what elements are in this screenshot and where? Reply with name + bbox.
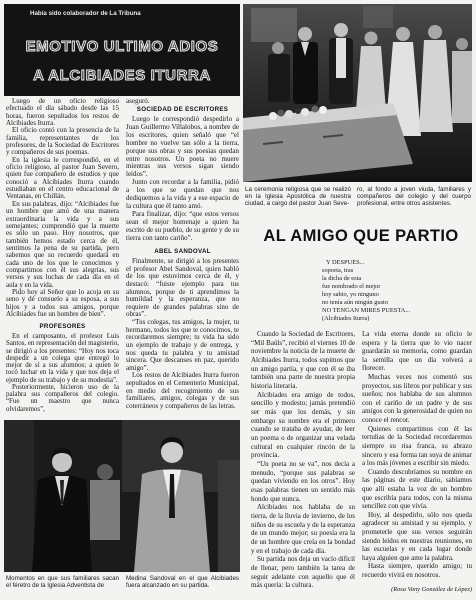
right-article-headline: AL AMIGO QUE PARTIO xyxy=(263,227,459,245)
poem-line: fue nombrado el mejor xyxy=(322,283,381,290)
paragraph: La vida eterna donde su oficio le espera y la tierra que lo vio nacer guardarán su memoria, como guardan la semilla que un día volverá a florecer. xyxy=(362,330,472,373)
poem-block xyxy=(322,259,444,329)
article-banner xyxy=(4,4,240,96)
top-photo-caption-col-1: La ceremonia religiosa que se realizó en la Iglesia Apostólica de nuestra ciudad, a cargo del pastor Juan Seve- xyxy=(245,186,351,208)
left-article-column-2-top xyxy=(126,116,239,248)
right-article-column-1 xyxy=(251,330,355,596)
subhead-abel-sandoval: ABEL SANDOVAL xyxy=(154,248,211,255)
banner-title-line-1: EMOTIVO ULTIMO ADIOS xyxy=(25,38,219,55)
paragraph: Cuando la Sociedad de Escritores, “Mil Baúls”, recibió el viernes 10 de noviembre la noticia de la muerte de Alcibiades Iturra, todos supimos que un amigo partía, y que con él se iba también una parte de nuestra propia historia literaria. xyxy=(251,330,355,391)
author-signature: (Rosa Vany González de López) xyxy=(391,586,472,593)
poem-line: la dicha de esta xyxy=(322,275,362,282)
paragraph: En sus palabras, dijo: “Alcibiades fue un hombre que amó de una manera extraordinaria la vida y a sus semejantes; comprendió que la muerte es sólo un paso. Hoy nosotros, que también hemos estado cerca de él, sentimos la pena de su partida, pero sabemos que su recuerdo quedará en cada uno de los que le conocimos y compartimos con él sus alegrías, sus versos y sus luchas de cada día en el aula y en la vida. xyxy=(6,199,119,289)
paragraph: Luego le correspondió despedirlo a Juan Guillermo Villalobos, a nombre de los escritores, quien señaló que “el hombre no vuelve tan sólo a la tierra, porque sus obras y sus poesías quedan entre nosotros. Un poeta no muere mientras sus versos sigan siendo leídos”. xyxy=(126,116,239,179)
poem-line: soporta, tras xyxy=(322,267,354,274)
right-edge-figure xyxy=(218,460,240,572)
left-article-column-1-top xyxy=(6,98,119,322)
paragraph: Alcibiades nos hablaba de su tierra, de la lluvia de invierno, de los niños de su escuela y de la esperanza de un mundo mejor; su poesía era la de un hombre que creía en la bondad y en el trabajo de cada día. xyxy=(251,503,355,555)
paragraph: “Un poeta no se va”, nos decía a menudo, “porque sus palabras se quedan viviendo en los otros”. Hoy esas palabras tienen un sentido más hondo que nunca. xyxy=(251,460,355,503)
bottom-photo-caption-col-1: Momentos en que sus familiares sacan el féretro de la Iglesia Adventista de xyxy=(6,575,119,590)
paragraph: En la iglesia le correspondió, en el oficio religioso, al pastor Juan Severo, quien fue compañero de estudios y que conoció a Alcibiades Iturra cuando estudiaban en el centro educacional de Ventanas, en Chillán. xyxy=(6,155,119,201)
bottom-photo-caption-col-2: Medina Sandoval en el que Alcibiades fuera alcanzado en su partida. xyxy=(126,575,239,590)
left-article-column-2-bottom xyxy=(126,258,239,417)
paragraph: Pido hoy al Señor que lo acoja en su seno y dé consuelo a su esposa, a sus hijos y a todos sus amigos, porque Alcibiades fue un hombre de bien”. xyxy=(6,287,119,318)
paragraph: Cuando descubríamos su nombre en las páginas de este diario, sabíamos que allí estaba la voz de un hombre que escribía para todos, con la misma sencillez con que vivía. xyxy=(362,467,472,511)
paragraph: Hoy, al despedirlo, sólo nos queda agradecer su amistad y su ejemplo, y prometerle que sus versos seguirán siendo leídos en nuestras reuniones, en las escuelas y en cada lugar donde haya alguien que ame la palabra. xyxy=(362,510,472,562)
coffin-removal-photo xyxy=(4,420,240,572)
paragraph: Muchas veces nos comentó sus proyectos, sus libros por publicar y sus sueños; nos hablaba de sus alumnos con el cariño de un padre y de sus amigos con la generosidad de quien no conoce el rencor. xyxy=(362,373,472,425)
paragraph: Junto con recordar a la familia, pidió a los que se quedan que nos dediquemos a la vida y a ese espacio de la cultura que él tanto amó. xyxy=(126,178,239,210)
paragraph-end: aseguró. xyxy=(126,98,150,105)
paragraph: Luego de un oficio religioso efectuado el día sábado desde las 15 horas, fueron sepultados los restos de Alcibiades Iturra. xyxy=(6,98,119,128)
banner-kicker: Había sido colaborador de La Tribuna xyxy=(30,10,141,17)
poem-line: hoy sabio, yo ninguno xyxy=(322,291,379,298)
paragraph: En el camposanto, el profesor Luis Santos, en representación del magisterio, se dirigió a los presentes: “Hoy nos toca despedir a un colega que entregó lo mejor de sí a sus alumnos; a quien le tocó luchar en la vida y que nos deja el ejemplo de su trabajo y de su modestia”. xyxy=(6,333,119,384)
top-photo-caption-col-2: ro, al fondo a joven viuda, familiares y compañeros del colegio y del cuerpo profesional, entre otros asistentes. xyxy=(357,186,471,208)
paragraph: El oficio contó con la presencia de la familia, representantes de los profesores, de la Sociedad de Escritores y compañeros de sus poemas. xyxy=(6,126,119,157)
poem-line: NO TENGAN MIRES PUESTA... xyxy=(322,307,411,314)
paragraph: Los restos de Alcibiades Iturra fueron sepultados en el Cementerio Municipal, en medio del recogimiento de sus familiares, amigos, colegas y de sus coterráneos y compañeros de las letras. xyxy=(126,371,239,410)
subhead-profesores: PROFESORES xyxy=(39,323,86,330)
banner-title-line-2: A ALCIBIADES ITURRA xyxy=(33,67,211,84)
paragraph: Posteriormente, hicieron uso de la palabra sus compañeros del colegio. “Fue un maestro que nunca olvidaremos”, xyxy=(6,383,119,413)
poem-line: Y DESPUÉS... xyxy=(326,259,365,266)
paragraph: Hasta siempre, querido amigo; tu recuerdo vivirá en nosotros. xyxy=(362,562,472,580)
funeral-ceremony-photo xyxy=(243,4,472,182)
paragraph: Para finalizar, dijo: “que estos versos sean el mejor homenaje a quien ha escrito de su pueblo, de su gente y de su tierra con tanto cariño”. xyxy=(126,209,239,242)
paragraph: Finalmente, se dirigió a los presentes el profesor Abel Sandoval, quien habló de los que estuvimos cerca de él, y destacó: “fuiste ejemplo para tus alumnos, porque de ti aprendimos la humildad y la esperanza, que no requiere de grandes palabras sino de obras”. xyxy=(126,258,239,319)
paragraph: Alcibiades era amigo de todos, sencillo y modesto; jamás pretendió ser más que los demás, y sin embargo su nombre era el primero cuando se trataba de ayudar, de leer un poema o de organizar una velada cultural en cualquier rincón de la provincia. xyxy=(251,390,355,460)
poem-line: no tenía aún ningún gusto xyxy=(322,299,389,306)
paragraph: “Tus colegas, tus amigos, la mujer, tu hermano, todos los que te conocimos, te recordaremos siempre; tu vida ha sido un ejemplo de trabajo y de entrega, y nos queda tu palabra y tu amistad sincera. Que descanses en paz, querido amigo”. xyxy=(126,318,239,372)
paragraph: Su partida nos deja un vacío difícil de llenar, pero también la tarea de seguir adelante con aquello que él más quería: la cultura. xyxy=(251,555,355,590)
poem-line: (Alcibiades Iturra) xyxy=(322,315,370,322)
paragraph: Quienes compartimos con él las tertulias de la Sociedad recordaremos siempre su risa franca, su abrazo sincero y esa forma tan suya de animar a los más jóvenes a escribir sin miedo. xyxy=(362,424,472,468)
left-article-column-2-lead xyxy=(126,98,239,106)
subhead-escritores: SOCIEDAD DE ESCRITORES xyxy=(136,106,229,113)
left-article-column-1-bottom xyxy=(6,333,119,417)
right-article-column-2 xyxy=(362,330,472,584)
